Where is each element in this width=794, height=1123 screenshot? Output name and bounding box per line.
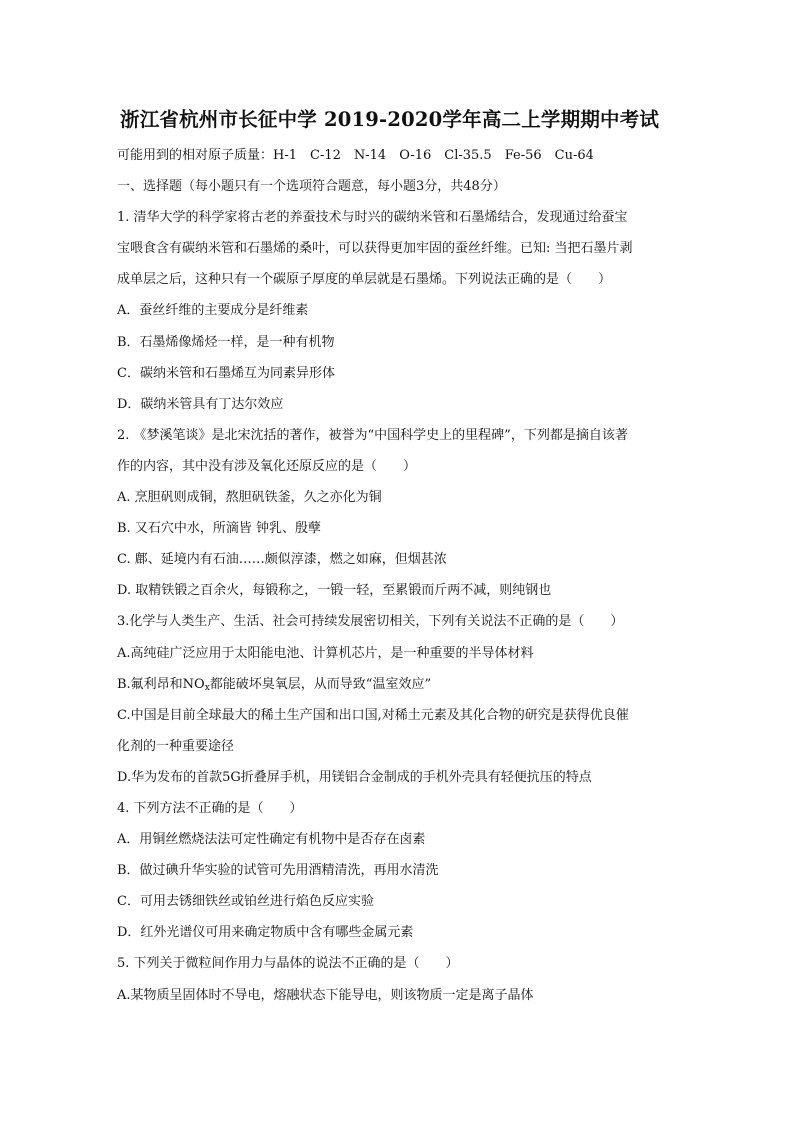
question-2-stem-line-1: 2. 《梦溪笔谈》是北宋沈括的著作，被誉为“中国科学史上的里程碑”，下列都是摘自该著: [117, 427, 628, 443]
question-2-option-d: D. 取精铁锻之百余火，每锻称之，一锻一轻，至累锻而斤两不减，则纯钢也: [117, 583, 552, 599]
question-1-option-a: A．蚕丝纤维的主要成分是纤维素: [117, 303, 309, 319]
question-3-option-b-subscript: x: [204, 682, 210, 693]
question-3-option-b-suffix: 都能破坏臭氧层，从而导致“温室效应”: [209, 676, 432, 692]
question-2-option-a: A. 烹胆矾则成铜，熬胆矾铁釜，久之亦化为铜: [117, 490, 382, 506]
question-5-option-a: A.某物质呈固体时不导电，熔融状态下能导电，则该物质一定是离子晶体: [117, 987, 534, 1003]
question-3-option-c-line-2: 化剂的一种重要途径: [117, 738, 235, 754]
atomic-masses-line: 可能用到的相对原子质量：H-1 C-12 N-14 O-16 Cl-35.5 Fe-56 Cu-64: [117, 148, 594, 163]
question-3: [117, 606, 677, 793]
question-4-option-c: C．可用去锈细铁丝或铂丝进行焰色反应实验: [117, 894, 374, 910]
question-2-option-c: C. 鄜、延境内有石油……颇似淳漆，燃之如麻，但烟甚浓: [117, 552, 447, 568]
question-2: [117, 420, 677, 607]
question-1-stem-line-1: 1. 清华大学的科学家将古老的养蚕技术与时兴的碳纳米管和石墨烯结合，发现通过给蚕宝: [117, 210, 628, 226]
question-3-option-d: D.华为发布的首款5G折叠屏手机，用镁铝合金制成的手机外壳具有轻便抗压的特点: [117, 769, 592, 785]
section-heading: 一、选择题（每小题只有一个选项符合题意，每小题3分，共48分）: [117, 179, 506, 195]
question-4-stem-line-1: 4. 下列方法不正确的是（ ）: [117, 800, 303, 816]
question-4-option-a: A．用铜丝燃烧法法可定性确定有机物中是否存在卤素: [117, 832, 426, 848]
question-3-option-b-prefix: B.氟利昂和NO: [117, 676, 205, 692]
question-3-option-a: A.高纯硅广泛应用于太阳能电池、计算机芯片，是一种重要的半导体材料: [117, 645, 534, 661]
question-2-option-b: B. 又石穴中水，所滴皆 钟乳、殷孽: [117, 521, 321, 537]
question-3-option-b: [117, 669, 677, 700]
question-1-option-c: C．碳纳米管和石墨烯互为同素异形体: [117, 365, 335, 381]
question-2-stem-line-2: 作的内容，其中没有涉及氧化还原反应的是（ ）: [117, 458, 417, 474]
question-1-option-d: D．碳纳米管具有丁达尔效应: [117, 396, 284, 412]
question-3-stem-line-1: 3.化学与人类生产、生活、社会可持续发展密切相关，下列有关说法不正确的是（ ）: [117, 614, 624, 630]
question-3-option-c-line-1: C.中国是目前全球最大的稀土生产国和出口国,对稀土元素及其化合物的研究是获得优良催: [117, 707, 629, 723]
question-1-stem-line-3: 成单层之后，这种只有一个碳原子厚度的单层就是石墨烯。下列说法正确的是（ ）: [117, 272, 612, 288]
question-4-option-d: D．红外光谱仪可用来确定物质中含有哪些金属元素: [117, 925, 414, 941]
question-4: [117, 793, 677, 948]
question-4-option-b: B．做过碘升华实验的试管可先用酒精清洗，再用水清洗: [117, 863, 439, 879]
question-1-stem-line-2: 宝喂食含有碳纳米管和石墨烯的桑叶，可以获得更加牢固的蚕丝纤维。已知: 当把石墨片剥: [117, 241, 633, 257]
exam-page: [117, 104, 677, 1011]
question-1: [117, 202, 677, 420]
question-5-stem-line-1: 5. 下列关于微粒间作用力与晶体的说法不正确的是（ ）: [117, 956, 459, 972]
exam-title: 浙江省杭州市长征中学 2019-2020学年高二上学期期中考试: [120, 108, 660, 131]
question-1-option-b: B．石墨烯像烯烃一样，是一种有机物: [117, 334, 335, 350]
question-5: [117, 948, 677, 1010]
